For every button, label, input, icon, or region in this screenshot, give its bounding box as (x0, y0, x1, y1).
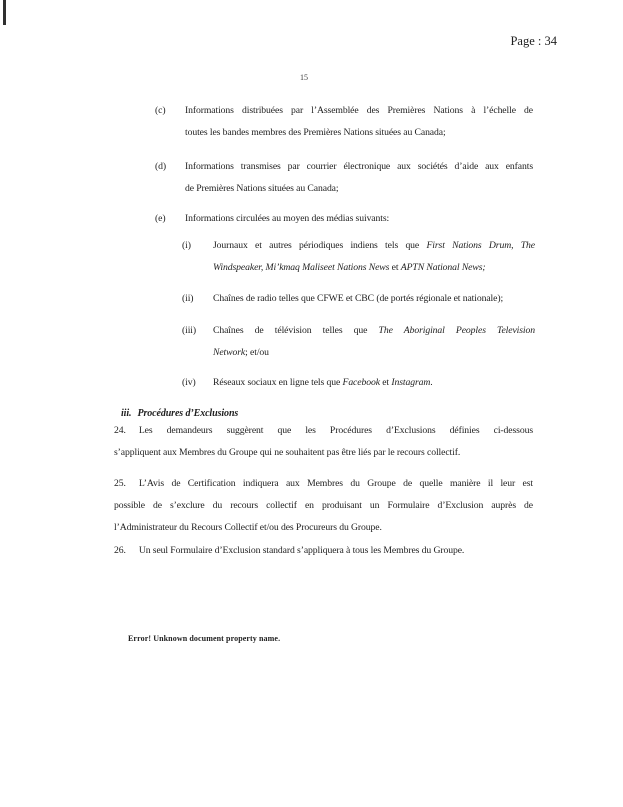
list-marker-e: (e) (155, 213, 166, 224)
list-marker-iii: (iii) (182, 325, 197, 336)
list-marker-ii: (ii) (182, 293, 194, 304)
list-item-c-text: Informations distribuées par l’Assemblée des Premières Nations à l’échelle de toutes les bandes membres des Premières Nations situées au Canada; (185, 105, 533, 138)
section-heading-number: iii. (121, 408, 132, 419)
document-error-field: Error! Unknown document property name. (128, 634, 281, 643)
list-item-e (155, 208, 533, 230)
list-marker-i: (i) (182, 240, 191, 251)
section-heading-title: Procédures d’Exclusions (137, 408, 239, 419)
list-item-ii (182, 288, 535, 310)
list-item-d (155, 156, 533, 200)
list-item-iv-text: Réseaux sociaux en ligne tels que Facebook et Instagram. (213, 377, 433, 388)
paragraph-26: 26. Un seul Formulaire d’Exclusion standard s’appliquera à tous les Membres du Groupe. (114, 545, 465, 556)
document-page-number: 15 (300, 73, 308, 82)
list-marker-iv: (iv) (182, 377, 196, 388)
list-item-iii-text: Chaînes de télévision telles que The Aboriginal Peoples Television Network; et/ou (213, 325, 535, 358)
paragraph-25: 25. L’Avis de Certification indiquera aux Membres du Groupe de quelle manière il leur est possible de s’exclure du recours collectif en produisant un Formulaire d’Exclusion auprès de l’Administrateur du Recours Collectif et/ou des Procureurs du Groupe. (114, 478, 533, 533)
page-header-label: Page : 34 (510, 34, 557, 48)
list-item-iv (182, 372, 535, 394)
list-marker-c: (c) (155, 105, 166, 116)
list-item-ii-text: Chaînes de radio telles que CFWE et CBC (de portés régionale et nationale); (213, 293, 504, 304)
paragraph-24: 24. Les demandeurs suggèrent que les Procédures d’Exclusions définies ci-dessous s’appliquent aux Membres du Groupe qui ne souhaitent pas être liés par le recours collectif. (114, 425, 533, 458)
list-item-d-text: Informations transmises par courrier électronique aux sociétés d’aide aux enfants de Premières Nations situées au Canada; (185, 161, 533, 194)
list-item-i (182, 235, 535, 279)
list-item-c (155, 100, 533, 144)
list-item-i-text: Journaux et autres périodiques indiens tels que First Nations Drum, The Windspeaker, Mi’kmaq Maliseet Nations News et APTN National News; (213, 240, 535, 273)
list-marker-d: (d) (155, 161, 166, 172)
scan-artifact-mark (3, 0, 6, 25)
list-item-e-text: Informations circulées au moyen des médias suivants: (185, 213, 390, 224)
list-item-iii (182, 320, 535, 364)
